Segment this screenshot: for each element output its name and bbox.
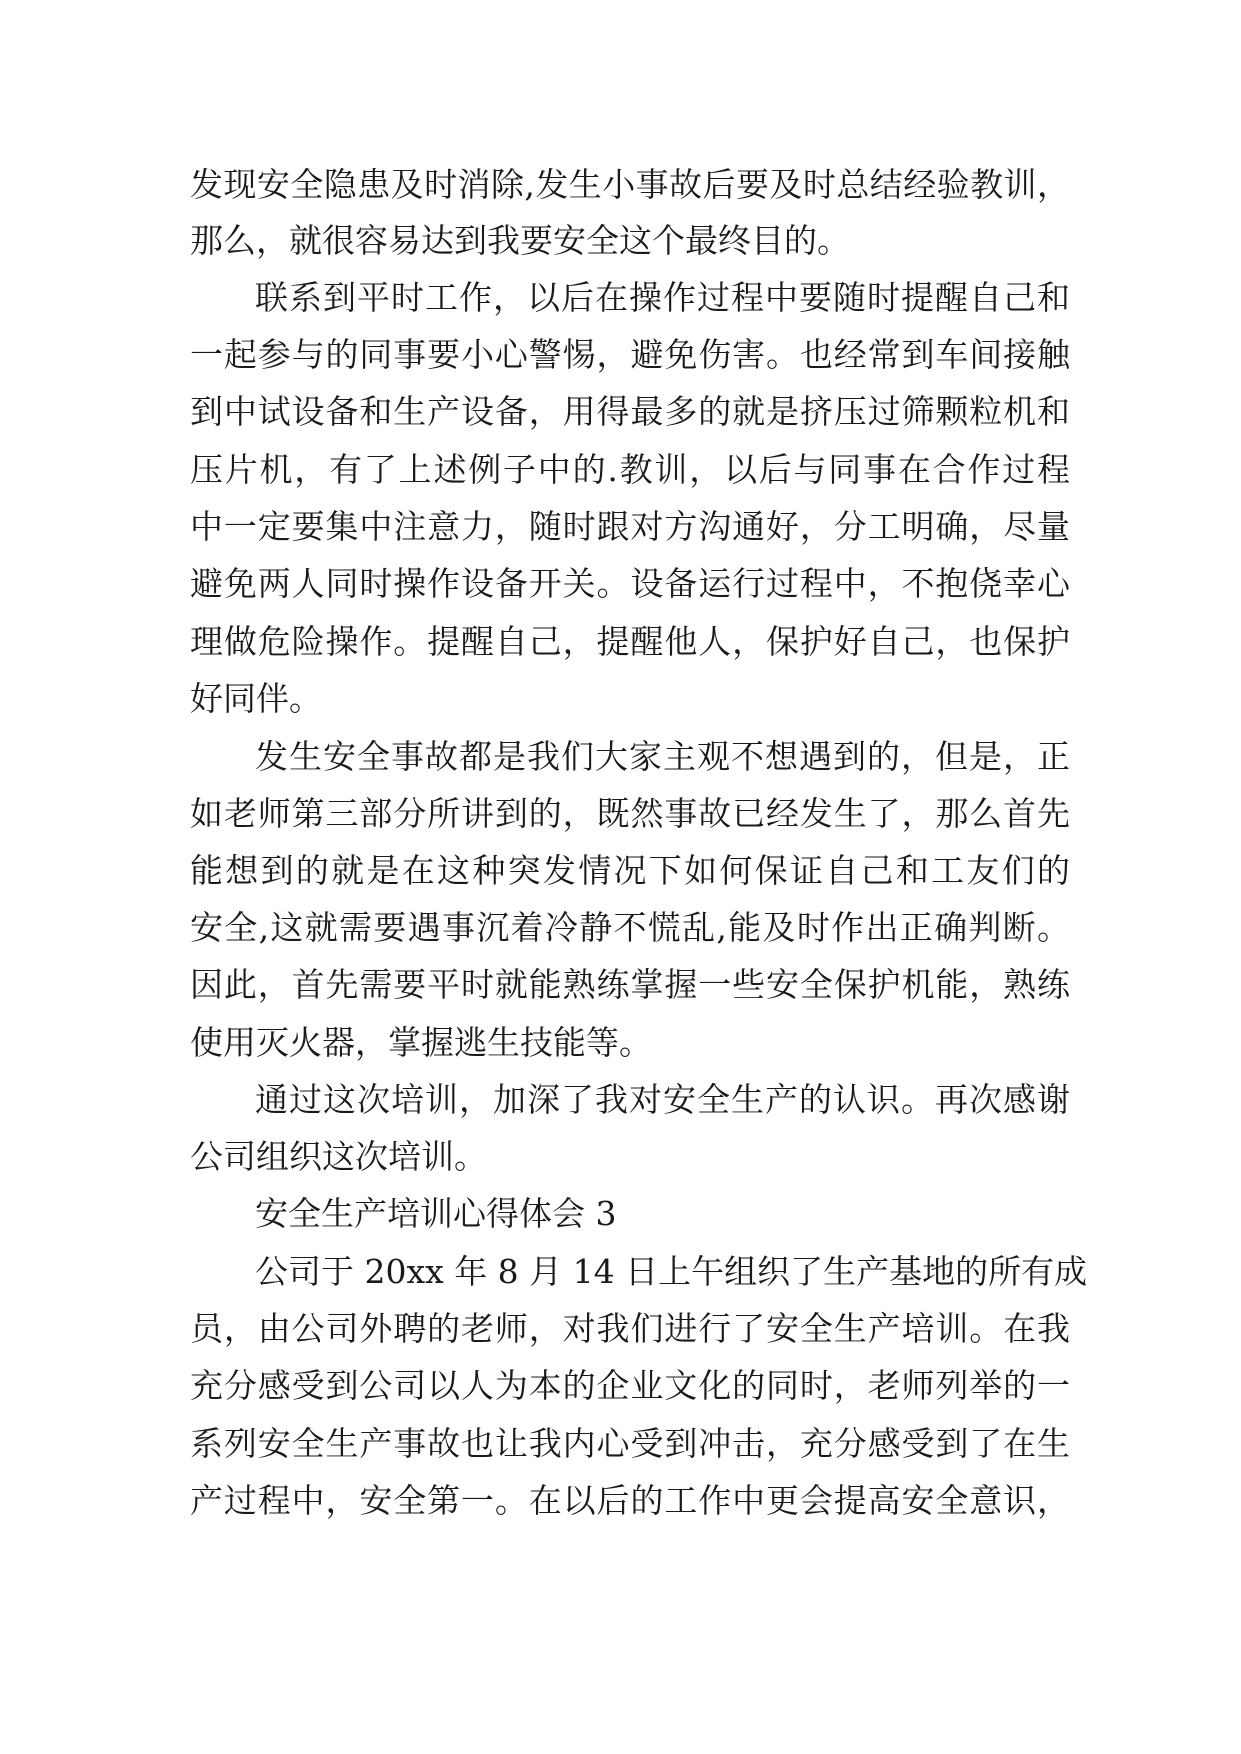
text-line: 系列安全生产事故也让我内心受到冲击，充分感受到了在生	[190, 1424, 1070, 1463]
paragraph-first-line: 公司于 20xx 年 8 月 14 日上午组织了生产基地的所有成	[255, 1252, 1088, 1291]
text-line: 好同伴。	[190, 679, 322, 718]
text-line: 员，由公司外聘的老师，对我们进行了安全生产培训。在我	[190, 1309, 1070, 1348]
paragraph-first-line: 通过这次培训，加深了我对安全生产的认识。再次感谢	[255, 1080, 1070, 1119]
text-line: 那么，就很容易达到我要安全这个最终目的。	[190, 221, 850, 260]
text-line: 如老师第三部分所讲到的，既然事故已经发生了，那么首先	[190, 794, 1070, 833]
text-line: 中一定要集中注意力，随时跟对方沟通好，分工明确，尽量	[190, 507, 1070, 546]
text-line: 能想到的就是在这种突发情况下如何保证自己和工友们的	[190, 851, 1070, 890]
text-line: 到中试设备和生产设备，用得最多的就是挤压过筛颗粒机和	[190, 392, 1070, 431]
text-line: 避免两人同时操作设备开关。设备运行过程中，不抱侥幸心	[190, 564, 1070, 603]
text-line: 产过程中，安全第一。在以后的工作中更会提高安全意识，	[190, 1481, 1070, 1520]
paragraph-first-line: 发生安全事故都是我们大家主观不想遇到的，但是，正	[255, 737, 1070, 776]
text-line: 公司组织这次培训。	[190, 1137, 487, 1176]
text-line: 一起参与的同事要小心警惕，避免伤害。也经常到车间接触	[190, 335, 1070, 374]
text-line: 安全,这就需要遇事沉着冷静不慌乱,能及时作出正确判断。	[190, 908, 1070, 947]
text-line: 因此，首先需要平时就能熟练掌握一些安全保护机能，熟练	[190, 965, 1070, 1004]
text-line: 使用灭火器，掌握逃生技能等。	[190, 1023, 652, 1062]
text-line: 压片机，有了上述例子中的.教训，以后与同事在合作过程	[190, 450, 1070, 489]
paragraph-first-line: 联系到平时工作，以后在操作过程中要随时提醒自己和	[255, 278, 1070, 317]
text-line: 理做危险操作。提醒自己，提醒他人，保护好自己，也保护	[190, 622, 1070, 661]
text-line: 发现安全隐患及时消除,发生小事故后要及时总结经验教训，	[190, 165, 1070, 204]
text-line: 充分感受到公司以人为本的企业文化的同时，老师列举的一	[190, 1366, 1070, 1405]
section-heading: 安全生产培训心得体会 3	[255, 1194, 617, 1233]
